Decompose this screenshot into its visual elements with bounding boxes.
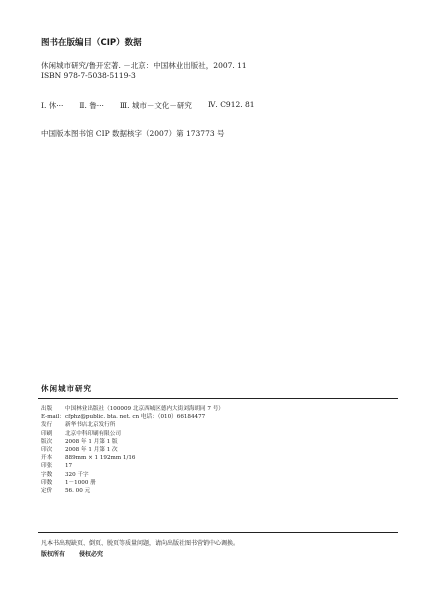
cip-bibliographic-line: 休闲城市研究/鲁开宏著. －北京：中国林业出版社，2007. 11: [41, 61, 247, 70]
imprint-value: 320 千字: [65, 471, 89, 478]
copyright-notice: [41, 549, 103, 558]
imprint-label: 版次: [41, 438, 53, 445]
imprint-label: 字数: [41, 471, 53, 478]
imprint-row-price: [41, 487, 401, 495]
imprint-row-publisher: [41, 405, 401, 413]
imprint-label: 出版: [41, 406, 53, 412]
imprint-row-printing: [41, 446, 401, 454]
subject-heading-4: Ⅳ. C912. 81: [207, 100, 255, 109]
imprint-label: 印次: [41, 446, 53, 453]
imprint-value: 2008 年 1 月第 1 次: [65, 446, 118, 453]
cip-heading: 图书在版编目（CIP）数据: [41, 38, 142, 48]
infringement-notice: 侵权必究: [79, 551, 104, 558]
imprint-block: [41, 405, 401, 495]
imprint-row-wordcount: [41, 471, 401, 479]
imprint-value: 17: [65, 463, 73, 470]
imprint-row-print-run: [41, 479, 401, 487]
cip-isbn: ISBN 978-7-5038-5119-3: [41, 71, 136, 80]
divider-top: [38, 398, 398, 399]
subject-heading-2: Ⅱ. 鲁···: [79, 101, 104, 110]
imprint-value: 889mm × 1 192mm 1/16: [65, 455, 136, 462]
imprint-value: 56. 00 元: [65, 487, 91, 494]
imprint-row-format: [41, 454, 401, 462]
imprint-value: cfphz@public. bta. net. cn 电话：（010）66184477: [65, 414, 206, 421]
imprint-value: 新华书店北京发行所: [65, 422, 116, 429]
rights-reserved: 版权所有: [41, 551, 66, 558]
imprint-label: 开本: [41, 455, 53, 462]
imprint-value: 中国林业出版社（100009 北京西城区德内大街刘海胡同 7 号）: [65, 406, 224, 412]
imprint-value: 2008 年 1 月第 1 版: [65, 438, 118, 445]
subject-heading-3: Ⅲ. 城市－文化－研究: [119, 101, 192, 110]
imprint-row-sheets: [41, 462, 401, 470]
imprint-label: E-mail：: [41, 414, 65, 421]
imprint-label: 发行: [41, 422, 53, 429]
imprint-row-email: [41, 413, 401, 421]
imprint-label: 印数: [41, 479, 53, 486]
imprint-label: 定价: [41, 487, 53, 494]
cip-data-number: 中国版本图书馆 CIP 数据核字（2007）第 173773 号: [41, 129, 225, 138]
imprint-row-edition: [41, 438, 401, 446]
imprint-row-printer: [41, 430, 401, 438]
imprint-value: 北京中科印刷有限公司: [65, 430, 121, 437]
quality-notice: 凡本书出现缺页、倒页、脱页等质量问题，请向出版社图书营销中心调换。: [41, 540, 240, 547]
cip-subject-headings: [41, 100, 255, 111]
subject-heading-1: Ⅰ. 休···: [41, 101, 64, 110]
imprint-label: 印张: [41, 463, 53, 470]
divider-bottom: [38, 532, 398, 533]
imprint-row-distributor: [41, 421, 401, 429]
imprint-value: 1－1000 册: [65, 479, 96, 486]
book-title: 休闲城市研究: [41, 384, 92, 393]
imprint-label: 印刷: [41, 430, 53, 437]
